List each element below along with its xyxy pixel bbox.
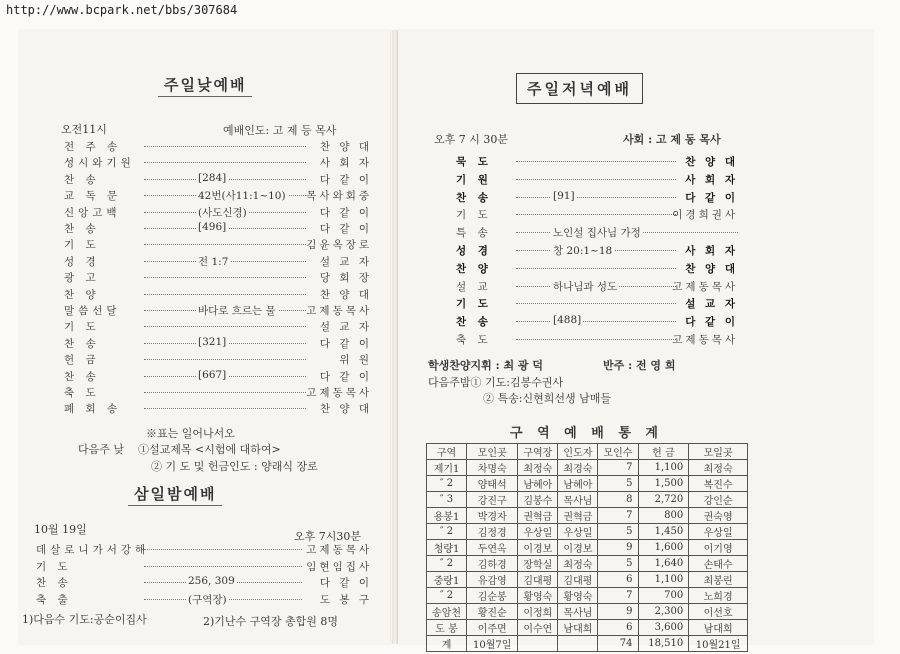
table-cell: 권숙영 <box>689 508 748 524</box>
order-item-label: 기 도 <box>64 321 100 334</box>
order-item-label: 기 원 <box>456 173 492 186</box>
order-item-detail: (사도신경) <box>198 206 247 219</box>
table-cell: 9 <box>598 604 638 620</box>
table-cell: 6 <box>598 620 638 636</box>
source-url: http://www.bcpark.net/bbs/307684 <box>6 3 238 17</box>
order-item <box>456 154 738 170</box>
table-cell: 최정숙 <box>518 460 558 476</box>
order-item <box>64 303 372 319</box>
table-cell: ″ 2 <box>427 524 467 540</box>
order-item-detail: 42번(사11:1~10) <box>198 190 286 203</box>
order-item <box>64 336 372 352</box>
order-item-responsible: 찬 양 대 <box>319 288 372 301</box>
leader-dots <box>144 161 306 163</box>
leader-dots <box>144 565 302 567</box>
order-item-responsible: 다 같 이 <box>319 577 372 589</box>
order-item <box>64 237 372 253</box>
table-cell: 김대평 <box>558 572 598 588</box>
order-item-responsible: 목사와회중 <box>306 190 372 203</box>
order-item-responsible: 설 교 자 <box>319 321 372 334</box>
order-item <box>456 190 738 206</box>
leader-dots <box>144 145 306 147</box>
leader-dots <box>144 325 306 327</box>
table-row <box>427 604 748 620</box>
order-item-responsible: 김윤옥장로 <box>306 239 372 252</box>
order-item-label: 축 도 <box>456 334 492 346</box>
order-item <box>64 352 372 368</box>
student-conductor: 학생찬양지휘 : 최 광 덕 <box>428 359 544 372</box>
table-cell: 8 <box>598 492 638 508</box>
leader-dots <box>516 196 676 198</box>
leader-dots <box>144 407 306 409</box>
table-cell: 남대희 <box>558 620 598 636</box>
table-cell: 목사님 <box>558 492 598 508</box>
table-row <box>427 508 748 524</box>
leader-dots <box>516 160 676 162</box>
order-item-responsible: 다 같 이 <box>319 337 372 350</box>
table-cell: 최정숙 <box>689 460 748 476</box>
order-item-label: 폐 회 송 <box>64 403 122 416</box>
total-cell: 계 <box>427 636 467 652</box>
column-header: 모일곳 <box>689 444 748 460</box>
table-row <box>427 620 748 636</box>
table-cell: 5 <box>598 524 638 540</box>
order-item-label: 찬 송 <box>36 577 72 589</box>
order-item-detail: [667] <box>198 368 227 381</box>
total-cell <box>518 636 558 652</box>
right-page <box>398 30 874 651</box>
morning-leader: 예배인도: 고 제 등 목사 <box>223 124 337 137</box>
order-item <box>36 542 372 558</box>
table-cell: 9 <box>598 540 638 556</box>
wednesday-foot-1: 1)다음수 기도:공순이집사 <box>22 613 147 626</box>
order-item-responsible: 찬 양 대 <box>685 156 738 168</box>
table-cell: 2,300 <box>638 604 689 620</box>
order-item-label: 찬 양 <box>64 288 100 301</box>
table-cell: 유감영 <box>467 572 518 588</box>
order-item-responsible: 이경희권사 <box>672 209 738 222</box>
order-item-label: 묵 도 <box>456 156 492 168</box>
order-item-detail: 창 20:1~18 <box>553 245 613 257</box>
order-item <box>456 261 738 277</box>
student-accompanist: 반주 : 전 영 희 <box>603 359 676 372</box>
table-cell: 중랑1 <box>427 572 467 588</box>
order-item <box>456 172 738 188</box>
order-item-responsible: 다 같 이 <box>319 206 372 219</box>
evening-time: 오후 7 시 30분 <box>434 133 508 146</box>
order-item <box>64 385 372 401</box>
wednesday-date: 10월 19일 <box>34 523 87 536</box>
table-cell: 7 <box>598 460 638 476</box>
table-cell: 김하경 <box>467 556 518 572</box>
table-row <box>427 556 748 572</box>
order-item <box>64 270 372 286</box>
stats-title: 구 역 예 배 통 계 <box>510 426 663 441</box>
order-item-label: 기 도 <box>456 298 492 311</box>
column-header: 헌 금 <box>638 444 689 460</box>
total-cell: 10월21일 <box>689 636 748 652</box>
order-item-label: 기 도 <box>64 239 100 252</box>
table-cell: 복진수 <box>689 476 748 492</box>
order-item <box>64 254 372 270</box>
leader-dots <box>516 302 676 304</box>
wednesday-title: 삼일밤예배 <box>128 483 222 504</box>
order-item <box>456 314 738 330</box>
order-item-responsible: 사 회 자 <box>319 157 372 170</box>
table-cell: 두연옥 <box>467 540 518 556</box>
wednesday-time: 오후 7시30분 <box>294 530 361 543</box>
order-item-responsible: 찬 양 대 <box>685 262 738 275</box>
order-item <box>64 221 372 237</box>
order-item <box>64 287 372 303</box>
order-item-label: 전 주 송 <box>64 141 122 153</box>
table-cell: 김정경 <box>467 524 518 540</box>
table-cell: 최정숙 <box>558 556 598 572</box>
column-header: 구역 <box>427 444 467 460</box>
order-item-label: 찬 송 <box>64 370 100 383</box>
morning-time: 오전11시 <box>61 123 107 136</box>
order-item-responsible: 다 같 이 <box>319 223 372 235</box>
table-cell: 1,600 <box>638 540 689 556</box>
table-cell: 남혜아 <box>558 476 598 492</box>
evening-leader: 사회 : 고 제 동 목사 <box>623 133 721 146</box>
column-header: 모인수 <box>598 444 638 460</box>
order-item-label: 성시와기원 <box>64 157 135 170</box>
order-item-detail: 바다로 흐르는 물 <box>198 305 276 317</box>
order-item <box>456 243 738 259</box>
table-cell: 이경보 <box>558 540 598 556</box>
order-item-responsible: 도 봉 구 <box>319 593 372 606</box>
order-item-label: 찬 송 <box>64 337 100 350</box>
leader-dots <box>144 276 306 278</box>
order-item-label: 찬 송 <box>64 223 100 235</box>
order-item-label: 찬 양 <box>456 262 492 275</box>
order-item-label: 축 출 <box>36 593 72 606</box>
table-cell: 2,720 <box>638 492 689 508</box>
order-item <box>456 207 738 223</box>
table-cell: 남대희 <box>689 620 748 636</box>
table-row <box>427 524 748 540</box>
order-item-responsible: 다 같 이 <box>685 191 738 204</box>
order-item-label: 헌 금 <box>64 354 100 367</box>
table-cell: 5 <box>598 556 638 572</box>
wednesday-foot-2: 2)기난수 구역장 총합원 8명 <box>203 615 339 628</box>
table-cell: 황진순 <box>467 604 518 620</box>
table-header-row <box>427 444 748 460</box>
order-item-detail: 노인설 집사님 가정 <box>553 227 641 240</box>
table-cell: 7 <box>598 508 638 524</box>
district-stats-table <box>426 443 748 652</box>
order-item-responsible: 고제동목사 <box>672 334 738 346</box>
table-cell: 장학실 <box>518 556 558 572</box>
table-cell: 이수연 <box>518 620 558 636</box>
order-item <box>456 225 738 241</box>
order-item <box>64 205 372 221</box>
total-cell: 18,510 <box>638 636 689 652</box>
leader-dots <box>516 338 676 340</box>
column-header: 인도자 <box>558 444 598 460</box>
order-item-label: 성 경 <box>456 245 492 257</box>
order-item-responsible: 임현임집사 <box>306 560 372 573</box>
table-cell: 이경보 <box>518 540 558 556</box>
table-cell: ″ 2 <box>427 588 467 604</box>
order-item <box>456 279 738 295</box>
morning-note: ※표는 일어나서오 <box>146 427 235 440</box>
table-cell: 남혜아 <box>518 476 558 492</box>
leader-dots <box>144 293 306 295</box>
table-cell: 우상일 <box>558 524 598 540</box>
table-cell: ″ 2 <box>427 556 467 572</box>
order-item-detail: [321] <box>198 335 227 348</box>
order-item-label: 말씀선달 <box>64 305 121 317</box>
table-cell: 이주면 <box>467 620 518 636</box>
table-cell: 김순봉 <box>467 588 518 604</box>
order-item-responsible: 고제동목사 <box>672 280 738 293</box>
table-cell: 1,100 <box>638 572 689 588</box>
table-cell: 목사님 <box>558 604 598 620</box>
order-item <box>64 139 372 155</box>
order-item-detail: [496] <box>198 221 227 233</box>
leader-dots <box>144 243 306 245</box>
next-week-label: 다음주 낮 <box>78 443 125 456</box>
table-cell: 700 <box>638 588 689 604</box>
table-cell: 제기1 <box>427 460 467 476</box>
order-item-detail: [91] <box>553 189 575 202</box>
table-cell: 6 <box>598 572 638 588</box>
order-item <box>64 369 372 385</box>
table-row <box>427 476 748 492</box>
table-cell: 노희경 <box>689 588 748 604</box>
order-item-detail: 256, 309 <box>188 575 235 587</box>
table-cell: 양태석 <box>467 476 518 492</box>
table-cell: 박경자 <box>467 508 518 524</box>
order-item-responsible: 사 회 자 <box>685 173 738 186</box>
table-cell: 우상일 <box>518 524 558 540</box>
table-cell: 김봉수 <box>518 492 558 508</box>
morning-title: 주일낮예배 <box>158 74 252 95</box>
order-item <box>36 559 372 575</box>
table-row <box>427 572 748 588</box>
order-item-detail: 전 1:7 <box>198 255 229 268</box>
order-item <box>64 172 372 188</box>
order-item-label: 설 교 <box>456 280 492 293</box>
table-cell: 이기영 <box>689 540 748 556</box>
table-cell: 강인순 <box>689 492 748 508</box>
total-cell: 74 <box>598 636 638 652</box>
table-cell: 7 <box>598 588 638 604</box>
order-item-responsible: 다 같 이 <box>319 370 372 383</box>
table-cell: 황영숙 <box>518 588 558 604</box>
table-cell: 권혁금 <box>558 508 598 524</box>
order-item-label: 찬 송 <box>456 191 492 204</box>
order-item-responsible: 설 교 자 <box>319 255 372 268</box>
order-item-label: 특 송 <box>456 227 492 240</box>
next-week-sermon: ①설교제목 <시험에 대하여> <box>138 443 281 456</box>
table-cell: 이정희 <box>518 604 558 620</box>
table-cell: 1,100 <box>638 460 689 476</box>
order-item-label: 성 경 <box>64 255 100 268</box>
order-item-detail: 하나님과 성도 <box>553 280 618 293</box>
table-row <box>427 460 748 476</box>
leader-dots <box>516 320 676 322</box>
column-header: 구역장 <box>518 444 558 460</box>
order-item-responsible: 다 같 이 <box>319 173 372 186</box>
total-cell <box>558 636 598 652</box>
table-row <box>427 492 748 508</box>
order-item <box>36 592 372 608</box>
order-item-label: 찬 송 <box>456 316 492 329</box>
table-cell: 최경숙 <box>558 460 598 476</box>
table-cell: 800 <box>638 508 689 524</box>
order-item <box>64 319 372 335</box>
order-item <box>64 188 372 204</box>
order-item-responsible: 당 회 장 <box>319 272 372 285</box>
order-item-label: 광 고 <box>64 272 100 285</box>
table-row <box>427 540 748 556</box>
table-cell: 도 봉 <box>427 620 467 636</box>
order-item <box>36 575 372 591</box>
table-cell: 1,500 <box>638 476 689 492</box>
order-item-detail: [284] <box>198 171 227 184</box>
leader-dots <box>516 267 676 269</box>
order-item-detail: [488] <box>553 314 582 327</box>
table-cell: 차명숙 <box>467 460 518 476</box>
order-item-label: 기 도 <box>456 209 492 222</box>
table-total-row <box>427 636 748 652</box>
table-cell: 우상일 <box>689 524 748 540</box>
order-item-responsible: 고제동목사 <box>306 305 372 317</box>
evening-title: 주일저녁예배 <box>516 73 643 104</box>
evening-next-special: ② 특송:신현희선생 남매들 <box>483 392 611 405</box>
table-cell: 이선호 <box>689 604 748 620</box>
table-cell: 청량1 <box>427 540 467 556</box>
order-item-responsible: 설 교 자 <box>685 298 738 311</box>
table-cell: 최봉린 <box>689 572 748 588</box>
order-item-responsible: 사 회 자 <box>685 245 738 257</box>
table-cell: 1,450 <box>638 524 689 540</box>
table-cell: ″ 2 <box>427 476 467 492</box>
order-item <box>456 296 738 312</box>
order-item-label: 신앙고백 <box>64 206 121 219</box>
table-cell: 송암천 <box>427 604 467 620</box>
order-item-label: 교 독 문 <box>64 190 122 203</box>
order-item-responsible: 위 원 <box>339 354 372 367</box>
order-item-label: 데살로니가서강해 <box>36 544 150 556</box>
table-cell: 손태수 <box>689 556 748 572</box>
leader-dots <box>516 178 676 180</box>
leader-dots <box>144 358 306 360</box>
table-cell: 강진구 <box>467 492 518 508</box>
leader-dots <box>516 213 676 215</box>
order-item-label: 찬 송 <box>64 173 100 186</box>
table-cell: 1,640 <box>638 556 689 572</box>
order-item-responsible: 고제동목사 <box>306 544 372 556</box>
order-item <box>64 401 372 417</box>
table-cell: 용봉1 <box>427 508 467 524</box>
order-item-responsible: 찬 양 대 <box>319 141 372 153</box>
order-item-label: 기 도 <box>36 560 72 573</box>
order-item <box>456 332 738 348</box>
left-page <box>18 30 390 644</box>
table-cell: 황영숙 <box>558 588 598 604</box>
order-item-responsible: 다 같 이 <box>685 316 738 329</box>
table-cell: 권혁금 <box>518 508 558 524</box>
next-week-prayer: ② 기 도 및 헌금인도 : 양래식 장로 <box>151 460 318 473</box>
table-cell: 김대평 <box>518 572 558 588</box>
order-item-responsible: 찬 양 대 <box>319 403 372 416</box>
table-row <box>427 588 748 604</box>
evening-next-prayer: 다음주밤① 기도:김봉수권사 <box>428 376 564 389</box>
leader-dots <box>144 548 302 550</box>
order-item-label: 축 도 <box>64 387 100 399</box>
table-cell: 5 <box>598 476 638 492</box>
order-item-responsible: 고제동목사 <box>306 387 372 399</box>
table-cell: 3,600 <box>638 620 689 636</box>
table-cell: ″ 3 <box>427 492 467 508</box>
order-item <box>64 155 372 171</box>
total-cell: 10월7일 <box>467 636 518 652</box>
leader-dots <box>144 391 306 393</box>
column-header: 모인곳 <box>467 444 518 460</box>
order-item-detail: (구역장) <box>188 593 227 606</box>
